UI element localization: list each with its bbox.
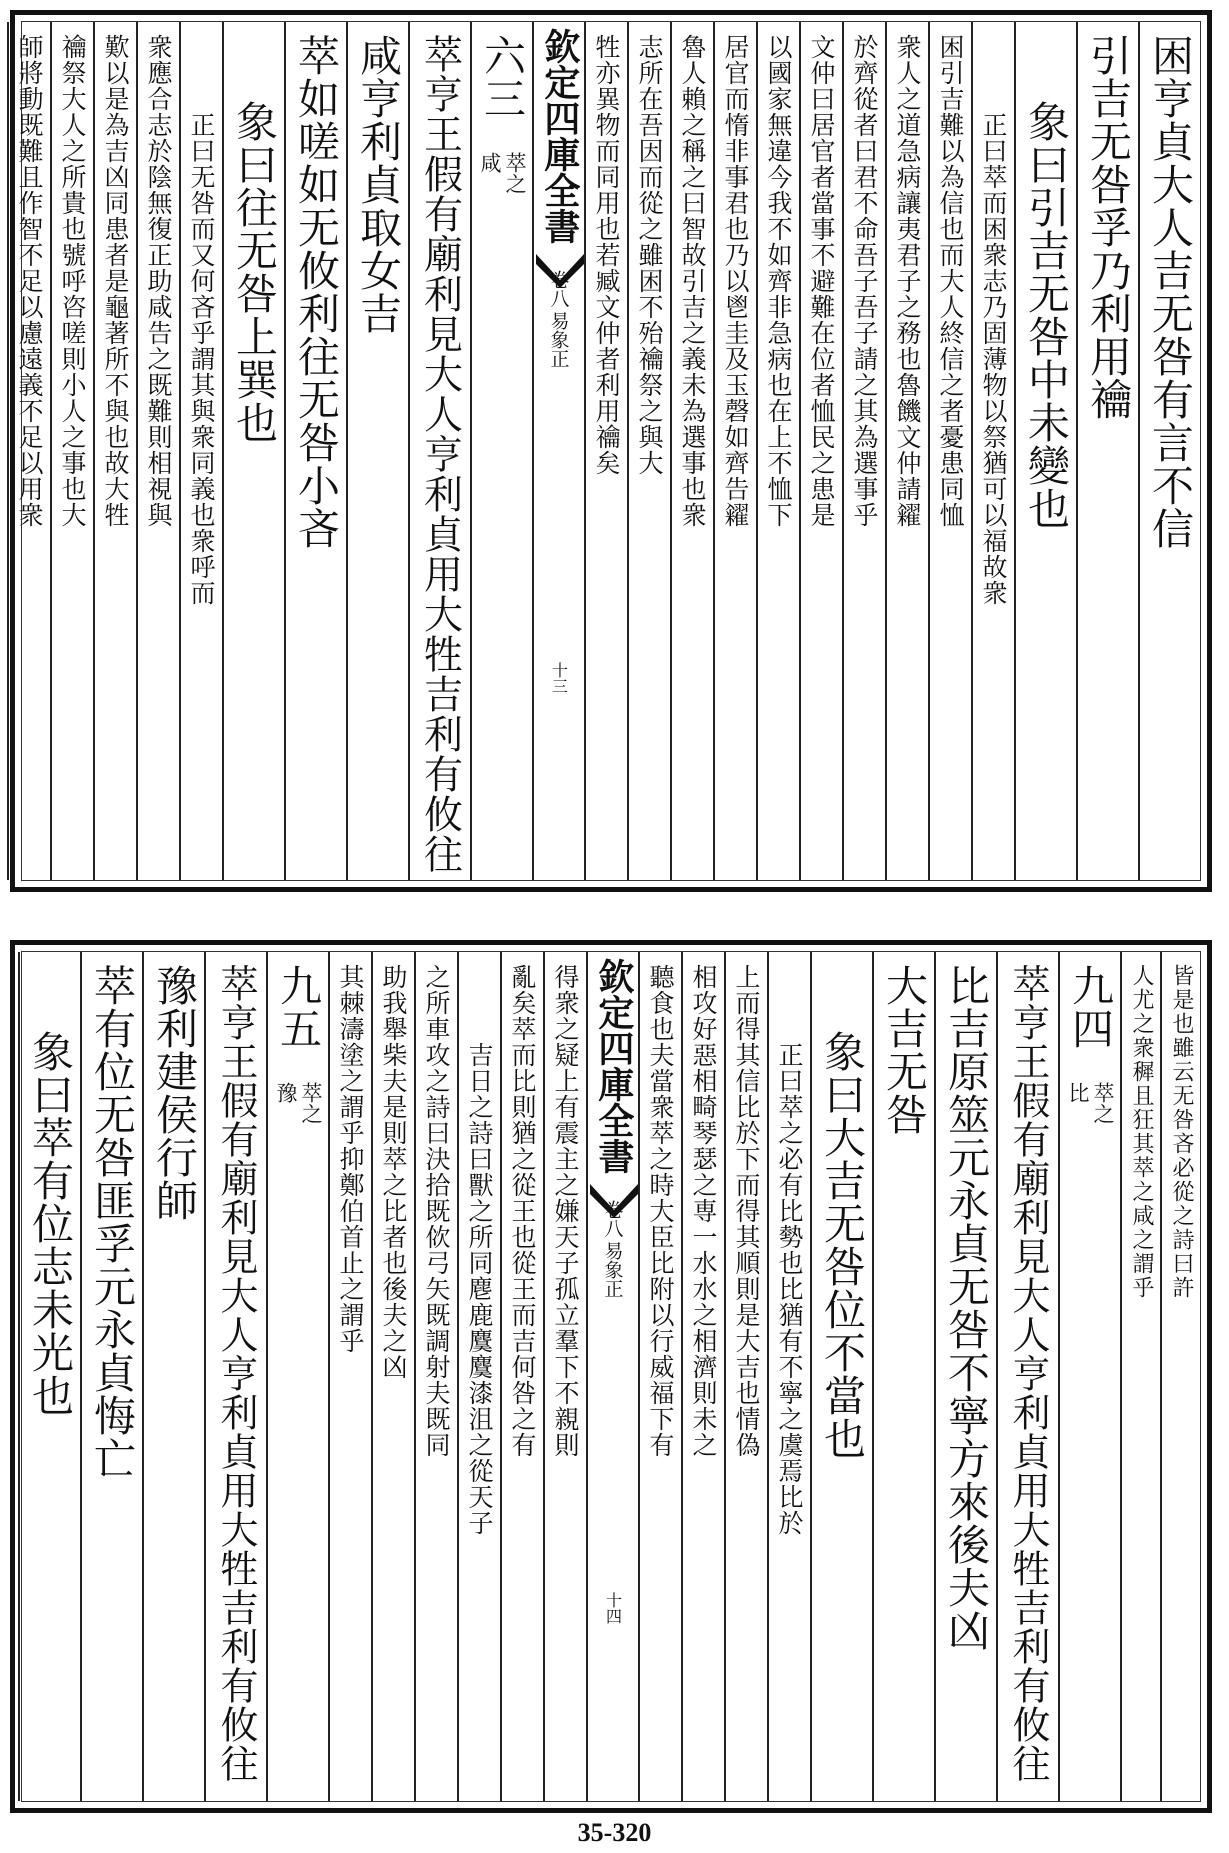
commentary-column [799,22,842,880]
upper-page [10,10,1212,892]
column-text: 九五 [274,964,323,1050]
section-label [600,1200,627,1298]
column-text: 人尤之衆穉且狂其萃之咸之謂乎 [1129,964,1154,1300]
commentary-column [0,952,18,1801]
main-text-column [204,952,266,1801]
column-text: 萃亨王假有廟利見大人亨利貞用大牲吉利有攸往 [417,34,463,874]
book-section-name: 易象正 [601,1241,624,1298]
main-text-column [1138,22,1200,880]
column-text: 九四 [1066,964,1115,1050]
commentary-column [457,952,500,1801]
commentary-column [670,22,713,880]
main-text-column [266,952,328,1801]
commentary-column [371,952,414,1801]
note-line: 比 [1066,1082,1090,1103]
column-text: 豫利建侯行師 [150,964,199,1222]
lower-page [10,940,1212,1813]
commentary-column [638,952,681,1801]
column-text: 衆人之道急病讓夷君子之務也魯饑文仲請糴 [893,34,922,528]
commentary-column [756,22,799,880]
column-text: 萃有位无咎匪孚元永貞悔亡 [88,964,137,1480]
note-line: 萃之 [1091,1082,1115,1124]
main-text-column [1076,22,1138,880]
commentary-column [885,22,928,880]
book-title: 欽定四庫全書 [538,28,581,244]
column-text: 得衆之疑上有震主之嫌天子孤立羣下不親則 [551,964,580,1458]
column-text: 困亨貞大人吉无咎有言不信 [1146,34,1195,550]
column-text: 歎以是為吉凶同患者是龜著所不與也故大牲 [101,34,130,528]
volume-label: 卷八 [601,1200,624,1238]
book-section-name: 易象正 [547,311,570,368]
main-text-column [346,22,408,880]
column-text: 助我舉柴夫是則萃之比者也後夫之凶 [379,964,408,1380]
column-text: 正曰无咎而又何吝乎謂其與衆同義也衆呼而 [187,112,216,606]
column-text: 引吉无咎孚乃利用禴 [1084,34,1133,421]
commentary-column [971,22,1014,880]
column-text: 魯人賴之稱之曰智故引吉之義未為選事也衆 [678,34,707,528]
column-text: 文仲曰居官者當事不避難在位者恤民之患是 [807,34,836,528]
commentary-column [50,22,93,880]
column-text: 禴祭大人之所貴也號呼咨嗟則小人之事也大 [58,34,87,528]
column-text: 上而得其信比於下而得其順則是大吉也情偽 [732,964,761,1458]
column-text: 皆是也雖云无咎吝必從之詩曰許 [1169,964,1194,1300]
commentary-column [136,22,179,880]
folio-number: 十三 [549,662,569,694]
main-text-column [470,22,532,880]
note-line: 豫 [274,1082,298,1103]
commentary-column [842,22,885,880]
volume-label: 卷八 [547,270,570,308]
column-text: 之所車攻之詩曰決拾既佽弓矢既調射夫既同 [422,964,451,1458]
column-text: 六三 [478,34,527,120]
commentary-column [584,22,627,880]
commentary-column [928,22,971,880]
book-title-spine [532,22,584,880]
column-text: 象曰大吉无咎位不當也 [818,1030,867,1460]
commentary-column [328,952,371,1801]
commentary-column [1120,952,1160,1801]
commentary-column [627,22,670,880]
column-text: 吉日之詩曰獸之所同麀鹿麌麌漆沮之從天子 [465,1042,494,1536]
main-text-column [1058,952,1120,1801]
commentary-column [93,22,136,880]
column-text: 萃亨王假有廟利見大人亨利貞用大牲吉利有攸往 [214,964,258,1783]
column-text: 比吉原筮元永貞无咎不寧方來後夫凶 [942,964,991,1652]
column-text: 聽食也夫當衆萃之時大臣比附以行威福下有 [646,964,675,1458]
book-title-spine [586,952,638,1801]
main-text-column [142,952,204,1801]
column-text: 象曰萃有位志未光也 [26,1030,75,1417]
main-text-column [18,952,80,1801]
column-text: 以國家無違今我不如齊非急病也在上不恤下 [764,34,793,528]
main-text-column [1014,22,1076,880]
commentary-column [767,952,810,1801]
column-text: 於齊從者曰君不命吾子吾子請之其為選事乎 [850,34,879,528]
hexagram-note [275,1082,321,1124]
column-text: 正曰萃而困衆志乃固薄物以祭猶可以福故衆 [979,112,1008,606]
column-text: 咸亨利貞取女吉 [354,34,403,335]
section-label [546,270,573,368]
commentary-column [7,22,50,880]
commentary-column [543,952,586,1801]
column-text: 居官而惰非事君也乃以鬯圭及玉磬如齊告糴 [721,34,750,528]
column-text: 志所在吾因而從之雖困不殆禴祭之與大 [635,34,664,476]
main-text-column [222,22,284,880]
commentary-column [0,22,7,880]
column-text: 正曰萃之必有比勢也比猶有不寧之虞焉比於 [775,1042,804,1536]
hexagram-note [479,152,525,194]
main-text-column [408,22,470,880]
column-text: 象曰往无咎上巽也 [230,100,279,444]
main-text-column [934,952,996,1801]
column-text: 象曰引吉无咎中未變也 [1022,100,1071,530]
main-text-column [284,22,346,880]
note-line: 咸 [478,152,502,173]
column-text: 相攻好惡相畸琴瑟之専一水水之相濟則未之 [689,964,718,1458]
column-text: 衆應合志於陰無復正助咸告之既難則相視與 [144,34,173,528]
column-text: 其棘濤塗之謂乎抑鄭伯首止之謂乎 [336,964,365,1354]
main-text-column [810,952,872,1801]
hexagram-note [1067,1082,1113,1124]
commentary-column [713,22,756,880]
note-line: 萃之 [299,1082,323,1124]
column-text: 困引吉難以為信也而大人終信之者憂患同恤 [936,34,965,528]
note-line: 萃之 [503,152,527,194]
column-text: 師將動既難且作智不足以慮遠義不足以用衆 [15,34,44,528]
column-text: 萃如嗟如无攸利往无咎小吝 [292,34,341,550]
commentary-column [500,952,543,1801]
commentary-column [724,952,767,1801]
main-text-column [872,952,934,1801]
column-text: 牲亦異物而同用也若臧文仲者利用禴矣 [592,34,621,476]
main-text-column [996,952,1058,1801]
commentary-column [414,952,457,1801]
commentary-column [681,952,724,1801]
commentary-column [1160,952,1200,1801]
folio-number: 十四 [603,1592,623,1624]
column-text: 亂矣萃而比則猶之從王也從王而吉何咎之有 [508,964,537,1458]
main-text-column [80,952,142,1801]
lower-text-columns [21,951,1201,1802]
column-text: 大吉无咎 [880,964,929,1136]
page-number: 35-320 [577,1818,652,1847]
commentary-column [179,22,222,880]
column-text: 萃亨王假有廟利見大人亨利貞用大牲吉利有攸往 [1006,964,1050,1783]
upper-text-columns [15,21,1201,881]
book-title: 欽定四庫全書 [592,958,635,1174]
